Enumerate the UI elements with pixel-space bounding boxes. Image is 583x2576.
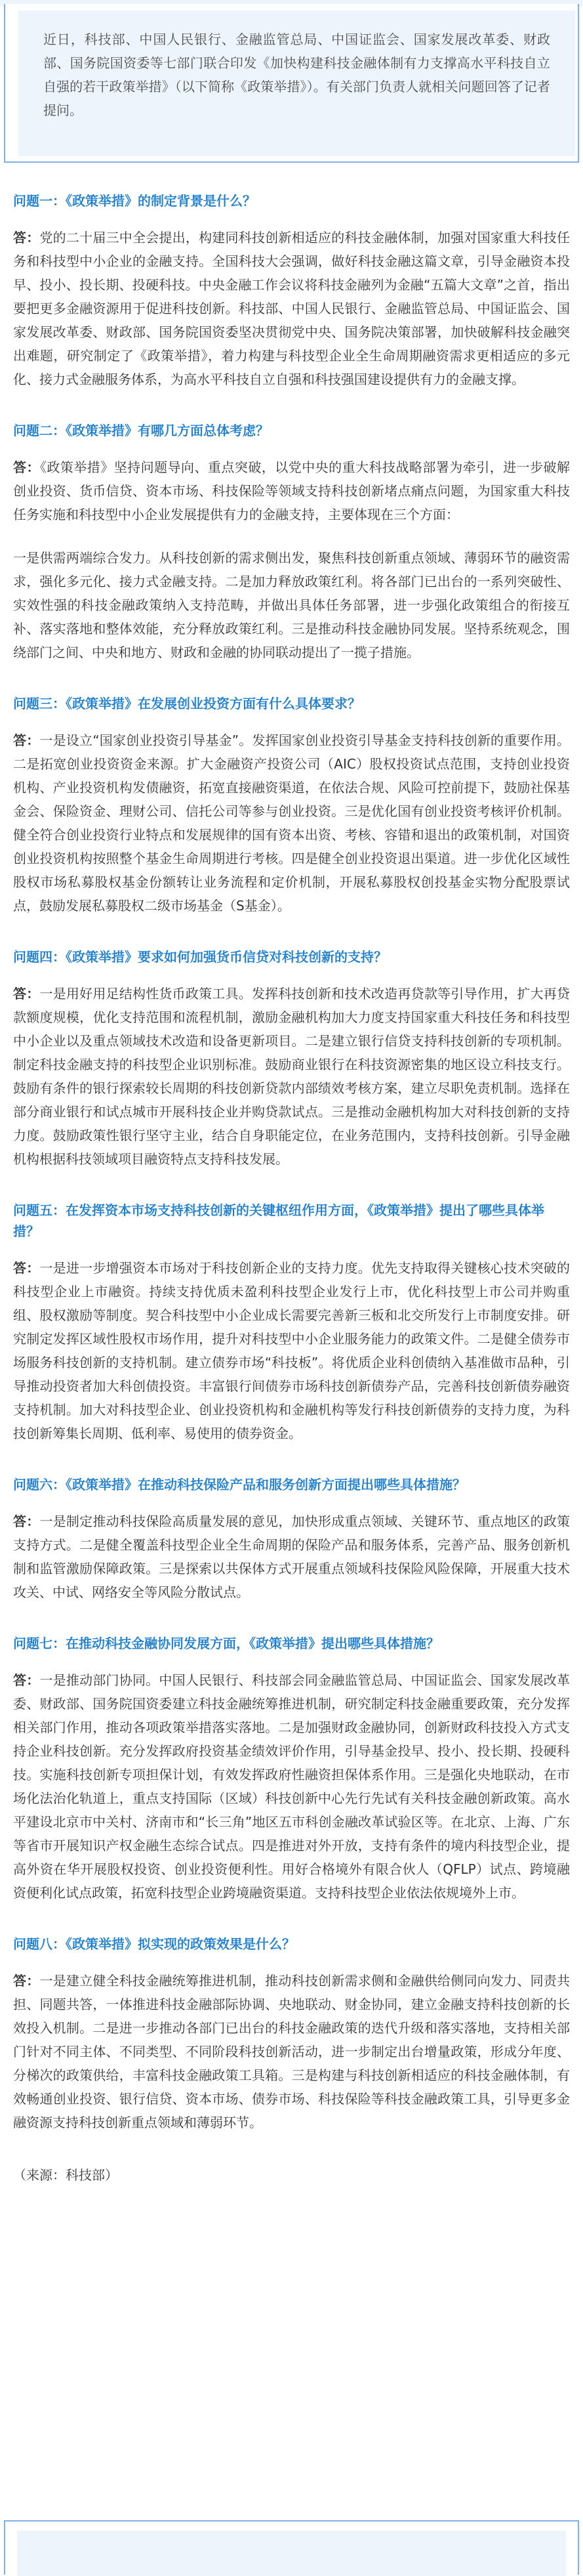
qa-section: [13, 946, 570, 1171]
question-heading: 问题六：《政策举措》在推动科技保险产品和服务创新方面提出哪些具体措施？: [13, 1477, 466, 1492]
question-heading: 问题一：《政策举措》的制定背景是什么？: [13, 193, 256, 209]
answer-paragraph: [13, 226, 570, 391]
qa-section: [13, 1200, 570, 1445]
answer-paragraph: [13, 546, 570, 664]
answer-text: 一是设立“国家创业投资引导基金”。发挥国家创业投资引导基金支持科技创新的重要作用。二是拓宽创业投资资金来源。扩大金融资产投资公司（AIC）股权投资试点范围，支持创业投资机构、产业投资机构发债融资，拓宽直接融资渠道，在依法合规、风险可控前提下，鼓励社保基金会、保险资金、理财公司、信托公司等参与创业投资。三是优化国有创业投资考核评价机制。健全符合创业投资行业特点和发展规律的国有资本出资、考核、容错和退出的政策机制，对国资创业投资机构按照整个基金生命周期进行考核。四是健全创业投资退出渠道。进一步优化区域性股权市场私募股权基金份额转让业务流程和定价机制，开展私募股权创投基金实物分配股票试点，鼓励发展私募股权二级市场基金（S基金）。: [13, 732, 571, 914]
question-heading: 问题八：《政策举措》拟实现的政策效果是什么？: [13, 1936, 295, 1952]
answer-lead: 答：: [13, 1260, 40, 1276]
answer-block: [13, 1969, 570, 2134]
answer-paragraph: [13, 982, 570, 1171]
qa-section: [13, 693, 570, 918]
answer-paragraph: [13, 455, 570, 526]
qa-content: [13, 190, 570, 2187]
answer-text: 一是制定推动科技保险高质量发展的意见，加快形成重点领域、关键环节、重点地区的政策支持方式。二是健全覆盖科技型企业全生命周期的保险产品和服务体系，完善产品、服务创新机制和监管激励保障政策。三是探索以共保体方式开展重点领域科技保险风险保障，开展重大技术攻关、中试、网络安全等风险分散试点。: [13, 1513, 571, 1600]
answer-paragraph: [13, 1668, 570, 1905]
qa-section: [13, 420, 570, 664]
question-heading: 问题五：在发挥资本市场支持科技创新的关键枢纽作用方面，《政策举措》提出了哪些具体举措？: [13, 1202, 544, 1239]
source-note: （来源：科技部）: [13, 2167, 118, 2183]
answer-lead: 答：: [13, 1672, 40, 1688]
question-heading: 问题四：《政策举措》要求如何加强货币信贷对科技创新的支持？: [13, 949, 387, 965]
qa-section: [13, 190, 570, 391]
qa-section: [13, 1474, 570, 1604]
answer-block: [13, 455, 570, 664]
answer-text: 《政策举措》坚持问题导向、重点突破，以党中央的重大科技战略部署为牵引，进一步破解创业投资、货币信贷、资本市场、科技保险等领域支持科技创新堵点痛点问题，为国家重大科技任务实施和科技型中小企业发展提供有力的金融支持，主要体现在三个方面：: [13, 459, 571, 522]
answer-lead: 答：: [13, 1513, 40, 1529]
question-heading: 问题二：《政策举措》有哪几方面总体考虑？: [13, 423, 269, 438]
answer-text: 一是进一步增强资本市场对于科技创新企业的支持力度。优先支持取得关键核心技术突破的科技型企业上市融资。持续支持优质未盈利科技型企业发行上市，优化科技型上市公司并购重组、股权激励等制度。契合科技型中小企业成长需要完善新三板和北交所发行上市制度安排。研究制定发挥区域性股权市场作用，提升对科技型中小企业服务能力的政策文件。二是健全债券市场服务科技创新的支持机制。建立债券市场“科技板”。将优质企业科创债纳入基准做市品种，引导推动投资者加大科创债投资。丰富银行间债券市场科技创新债券产品，完善科技创新债券融资支持机制。加大对科技型企业、创业投资机构和金融机构等发行科技创新债券的支持力度，为科技创新筹集长周期、低利率、易使用的债券资金。: [13, 1260, 571, 1441]
question-heading: 问题三：《政策举措》在发展创业投资方面有什么具体要求？: [13, 696, 361, 711]
answer-text: 党的二十届三中全会提出，构建同科技创新相适应的科技金融体制，加强对国家重大科技任务和科技型中小企业的金融支持。全国科技大会强调，做好科技金融这篇文章，引导金融资本投早、投小、投长期、投硬科技。中央金融工作会议将科技金融列为金融“五篇大文章”之首，指出要把更多金融资源用于促进科技创新。科技部、中国人民银行、金融监管总局、中国证监会、国家发展改革委、财政部、国务院国资委坚决贯彻党中央、国务院决策部署，加快破解科技金融突出难题，研究制定了《政策举措》，着力构建与科技型企业全生命周期融资需求更相适应的多元化、接力式金融服务体系，为高水平科技自立自强和科技强国建设提供有力的金融支撑。: [13, 230, 571, 387]
qa-section: [13, 1633, 570, 1905]
intro-paragraph: 近日，科技部、中国人民银行、金融监管总局、中国证监会、国家发展改革委、财政部、国务院国资委等七部门联合印发《加快构建科技金融体制有力支撑高水平科技自立自强的若干政策举措》（以下简称《政策举措》）。有关部门负责人就相关问题回答了记者提问。: [43, 32, 550, 118]
answer-text: 一是建立健全科技金融统筹推进机制，推动科技创新需求侧和金融供给侧同向发力、同责共担、同题共答，一体推进科技金融部际协调、央地联动、财金协同，建立金融支持科技创新的长效投入机制。二是进一步推动各部门已出台的科技金融政策的迭代升级和落实落地，支持相关部门针对不同主体、不同类型、不同阶段科技创新活动，进一步制定出台增量政策，形成分年度、分梯次的政策供给，丰富科技金融政策工具箱。三是构建与科技创新相适应的科技金融体制，有效畅通创业投资、银行信贷、资本市场、债券市场、科技保险等科技金融政策工具，引导更多金融资源支持科技创新重点领域和薄弱环节。: [13, 1973, 571, 2130]
bottom-frame: [4, 2520, 579, 2575]
answer-lead: 答：: [13, 459, 40, 475]
qa-section: [13, 1933, 570, 2134]
answer-lead: 答：: [13, 230, 40, 245]
answer-block: [13, 728, 570, 918]
question-heading: 问题七：在推动科技金融协同发展方面，《政策举措》提出哪些具体措施？: [13, 1636, 439, 1651]
intro-box: [18, 11, 575, 156]
bottom-decorative-box: [17, 2531, 566, 2576]
answer-lead: 答：: [13, 1973, 40, 1989]
answer-block: [13, 1256, 570, 1445]
answer-lead: 答：: [13, 732, 40, 748]
answer-text: 一是用好用足结构性货币政策工具。发挥科技创新和技术改造再贷款等引导作用，扩大再贷款额度规模，优化支持范围和流程机制，激励金融机构加大力度支持国家重大科技任务和科技型中小企业以及重点领域技术改造和设备更新项目。二是建立银行信贷支持科技创新的专项机制。制定科技金融支持的科技型企业识别标准。鼓励商业银行在科技资源密集的地区设立科技支行。鼓励有条件的银行探索较长周期的科技创新贷款内部绩效考核方案，建立尽职免责机制。选择在部分商业银行和试点城市开展科技企业并购贷款试点。三是推动金融机构加大对科技创新的支持力度。鼓励政策性银行坚守主业，结合自身职能定位，在业务范围内，支持科技创新。引导金融机构根据科技领域项目融资特点支持科技发展。: [13, 986, 571, 1167]
answer-text: 一是供需两端综合发力。从科技创新的需求侧出发，聚焦科技创新重点领域、薄弱环节的融资需求，强化多元化、接力式金融支持。二是加力释放政策红利。将各部门已出台的一系列突破性、实效性强的科技金融政策纳入支持范畴，并做出具体任务部署，进一步强化政策组合的衔接互补、落实落地和整体效能，充分释放政策红利。三是推动科技金融协同发展。坚持系统观念，围绕部门之间、中央和地方、财政和金融的协同联动提出了一揽子措施。: [13, 550, 570, 660]
intro-frame: [4, 4, 579, 163]
answer-block: [13, 982, 570, 1171]
answer-paragraph: [13, 1510, 570, 1604]
answer-block: [13, 1668, 570, 1905]
answer-block: [13, 226, 570, 391]
answer-paragraph: [13, 1256, 570, 1445]
answer-paragraph: [13, 1969, 570, 2134]
answer-paragraph: [13, 728, 570, 918]
answer-text: 一是推动部门协同。中国人民银行、科技部会同金融监管总局、中国证监会、国家发展改革委、财政部、国务院国资委建立科技金融统筹推进机制，研究制定科技金融重要政策，充分发挥相关部门作用，推动各项政策举措落实落地。二是加强财政金融协同，创新财政科技投入方式支持企业科技创新。充分发挥政府投资基金绩效评价作用，引导基金投早、投小、投长期、投硬科技。实施科技创新专项担保计划，有效发挥政府性融资担保体系作用。三是强化央地联动，在市场化法治化轨道上，重点支持国际（区域）科技创新中心先行先试有关科技金融创新政策。高水平建设北京市中关村、济南市和“长三角”地区五市科创金融改革试验区等。在北京、上海、广东等省市开展知识产权金融生态综合试点。四是推进对外开放，支持有条件的境内科技型企业，提高外资在华开展股权投资、创业投资便利性。用好合格境外有限合伙人（QFLP）试点、跨境融资便利化试点政策，拓宽科技型企业跨境融资渠道。支持科技型企业依法依规境外上市。: [13, 1672, 571, 1901]
answer-block: [13, 1510, 570, 1604]
answer-lead: 答：: [13, 986, 40, 1002]
